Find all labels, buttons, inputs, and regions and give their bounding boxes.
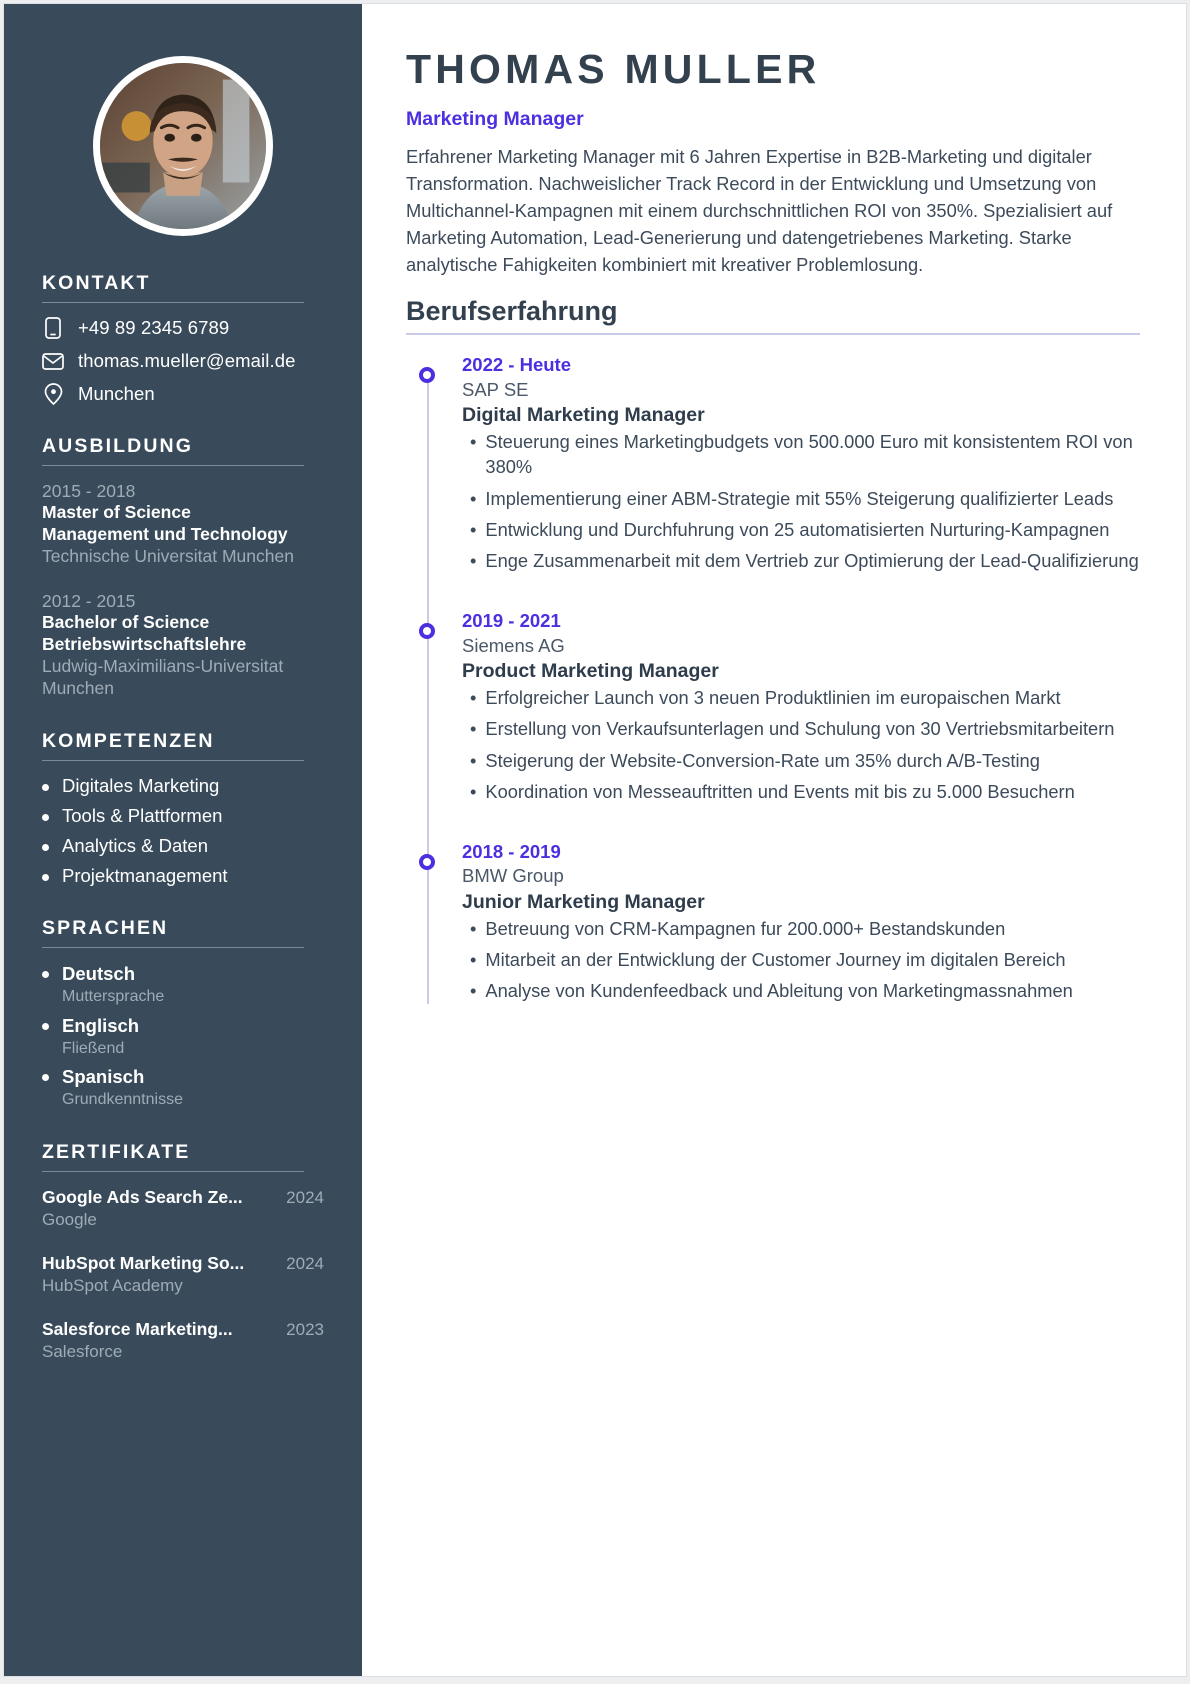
education-section <box>42 435 324 700</box>
language-level: Grundkenntnisse <box>62 1091 183 1109</box>
bullet-dot-icon <box>42 844 49 851</box>
bullet-dot-icon <box>42 814 49 821</box>
experience-date: 2018 - 2019 <box>462 841 561 863</box>
bullet-dot-icon <box>42 971 49 978</box>
language-name: Spanisch <box>62 1066 145 1088</box>
education-date: 2015 - 2018 <box>42 481 136 501</box>
certificates-divider <box>42 1171 304 1172</box>
sidebar <box>4 4 362 1676</box>
experience-bullets <box>462 685 1140 804</box>
experience-timeline <box>406 353 1140 1003</box>
avatar-container <box>4 4 362 272</box>
bullet-glyph-icon: • <box>470 687 477 709</box>
skill-label: Tools & Plattformen <box>62 804 223 826</box>
language-name: Deutsch <box>62 962 135 984</box>
bullet-glyph-icon: • <box>470 550 477 572</box>
languages-section <box>42 917 324 1111</box>
list-item <box>42 835 324 857</box>
education-item <box>42 480 324 568</box>
profile-photo-illustration <box>100 63 266 229</box>
contact-section <box>42 272 324 405</box>
contact-email[interactable] <box>42 350 324 372</box>
languages-heading: SPRACHEN <box>42 916 169 939</box>
experience-divider <box>406 333 1140 335</box>
education-degree-line2: Betriebswirtschaftslehre <box>42 634 247 655</box>
skills-list <box>42 775 324 887</box>
contact-divider <box>42 302 304 303</box>
list-item <box>42 1065 324 1111</box>
experience-bullets <box>462 429 1140 573</box>
languages-list <box>42 962 324 1111</box>
experience-title: Junior Marketing Manager <box>462 890 705 913</box>
bullet-dot-icon <box>42 1074 49 1081</box>
job-role-subtitle: Marketing Manager <box>406 108 584 131</box>
languages-divider <box>42 947 304 948</box>
education-heading: AUSBILDUNG <box>42 435 193 457</box>
page-title: THOMAS MULLER <box>406 46 821 92</box>
education-degree-line1: Master of Science <box>42 502 191 523</box>
contact-heading: KONTAKT <box>42 272 151 294</box>
list-item <box>462 685 1140 710</box>
bullet-dot-icon <box>42 784 49 791</box>
list-item <box>462 429 1140 479</box>
education-institution: Ludwig-Maximilians-Universitat Munchen <box>42 656 284 699</box>
bullet-text: Steuerung eines Marketingbudgets von 500.000 Euro mit konsistentem ROI von 380% <box>485 431 1133 478</box>
bullet-text: Erstellung von Verkaufsunterlagen und Schulung von 30 Vertriebsmitarbeitern <box>485 718 1115 740</box>
bullet-glyph-icon: • <box>470 749 477 771</box>
main-content <box>362 4 1186 1676</box>
list-item <box>42 1186 324 1232</box>
skills-section <box>42 730 324 887</box>
bullet-text: Betreuung von CRM-Kampagnen fur 200.000+ Bestandskunden <box>485 917 1006 939</box>
contact-location-value: Munchen <box>78 383 155 404</box>
bullet-text: Entwicklung und Durchfuhrung von 25 automatisierten Nurturing-Kampagnen <box>485 518 1110 540</box>
certificates-heading: ZERTIFIKATE <box>42 1140 191 1163</box>
avatar <box>93 56 273 236</box>
certificate-year: 2024 <box>286 1253 324 1273</box>
bullet-text: Koordination von Messeauftritten und Events mit bis zu 5.000 Besuchern <box>485 780 1075 802</box>
certificate-year: 2023 <box>286 1319 324 1339</box>
bullet-text: Enge Zusammenarbeit mit dem Vertrieb zur Optimierung der Lead-Qualifizierung <box>485 550 1139 572</box>
certificates-section <box>42 1141 324 1364</box>
experience-date: 2022 - Heute <box>462 354 571 376</box>
contact-phone[interactable] <box>42 317 324 339</box>
list-item <box>462 548 1140 573</box>
education-item <box>42 590 324 700</box>
bullet-text: Mitarbeit an der Entwicklung der Customer Journey im digitalen Bereich <box>485 949 1066 971</box>
resume-page <box>4 4 1186 1676</box>
bullet-glyph-icon: • <box>470 518 477 540</box>
language-level: Fließend <box>62 1039 125 1057</box>
list-item <box>42 1252 324 1298</box>
timeline-marker-icon <box>419 623 435 639</box>
education-date: 2012 - 2015 <box>42 591 136 612</box>
language-name: Englisch <box>62 1014 140 1036</box>
skill-label: Digitales Marketing <box>62 774 220 796</box>
certificate-issuer: Salesforce <box>42 1341 123 1361</box>
skills-heading: KOMPETENZEN <box>42 729 215 752</box>
certificate-name: Google Ads Search Ze... <box>42 1186 243 1207</box>
education-degree-line1: Bachelor of Science <box>42 612 210 633</box>
experience-bullets <box>462 916 1140 1004</box>
list-item <box>462 779 1140 804</box>
bullet-text: Steigerung der Website-Conversion-Rate um 35% durch A/B-Testing <box>485 749 1040 771</box>
list-item <box>462 748 1140 773</box>
list-item <box>462 978 1140 1003</box>
certificate-year: 2024 <box>286 1187 324 1207</box>
location-icon <box>42 383 64 405</box>
bullet-dot-icon <box>42 1023 49 1030</box>
experience-title: Digital Marketing Manager <box>462 403 705 426</box>
sidebar-content <box>4 272 362 1364</box>
experience-title: Product Marketing Manager <box>462 659 719 682</box>
contact-email-value: thomas.mueller@email.de <box>78 350 296 371</box>
experience-company: Siemens AG <box>462 634 565 656</box>
list-item <box>42 775 324 797</box>
experience-item <box>462 840 1140 1003</box>
list-item <box>42 1014 324 1060</box>
contact-phone-value: +49 89 2345 6789 <box>78 317 230 338</box>
list-item <box>462 486 1140 511</box>
certificate-issuer: HubSpot Academy <box>42 1275 183 1295</box>
list-item <box>462 716 1140 741</box>
bullet-text: Implementierung einer ABM-Strategie mit 55% Steigerung qualifizierter Leads <box>485 487 1114 509</box>
language-level: Muttersprache <box>62 987 165 1005</box>
list-item <box>42 1318 324 1364</box>
contact-location[interactable] <box>42 383 324 405</box>
email-icon <box>42 350 64 372</box>
list-item <box>462 947 1140 972</box>
bullet-dot-icon <box>42 874 49 881</box>
education-institution: Technische Universitat Munchen <box>42 546 294 567</box>
certificate-name: Salesforce Marketing... <box>42 1318 233 1339</box>
profile-summary: Erfahrener Marketing Manager mit 6 Jahren Expertise in B2B-Marketing und digitaler Transformation. Nachweislicher Track Record in der Entwicklung und Umsetzung von Multichannel-Kampagnen mit einem durchschnittlichen ROI von 350%. Spezialisiert auf Marketing Automation, Lead-Generierung und datengetriebenes Marketing. Starke analytische Fahigkeiten kombiniert mit kreativer Problemlosung. <box>406 146 1113 276</box>
education-divider <box>42 465 304 466</box>
list-item <box>462 517 1140 542</box>
experience-item <box>462 609 1140 804</box>
bullet-glyph-icon: • <box>470 917 477 939</box>
bullet-text: Erfolgreicher Launch von 3 neuen Produktlinien im europaischen Markt <box>485 687 1061 709</box>
list-item <box>42 805 324 827</box>
skill-label: Analytics & Daten <box>62 834 209 856</box>
experience-heading: Berufserfahrung <box>406 296 618 327</box>
timeline-marker-icon <box>419 854 435 870</box>
bullet-glyph-icon: • <box>470 718 477 740</box>
certificate-name: HubSpot Marketing So... <box>42 1252 245 1273</box>
bullet-glyph-icon: • <box>470 487 477 509</box>
skills-divider <box>42 760 304 761</box>
certificate-issuer: Google <box>42 1209 97 1229</box>
bullet-glyph-icon: • <box>470 431 477 453</box>
experience-company: SAP SE <box>462 378 529 400</box>
phone-icon <box>42 317 64 339</box>
experience-date: 2019 - 2021 <box>462 610 561 632</box>
skill-label: Projektmanagement <box>62 864 228 886</box>
experience-item <box>462 353 1140 573</box>
experience-company: BMW Group <box>462 865 564 887</box>
list-item <box>42 865 324 887</box>
list-item <box>462 916 1140 941</box>
bullet-glyph-icon: • <box>470 780 477 802</box>
bullet-glyph-icon: • <box>470 980 477 1002</box>
bullet-glyph-icon: • <box>470 949 477 971</box>
list-item <box>42 962 324 1008</box>
timeline-line <box>427 367 429 1003</box>
timeline-marker-icon <box>419 367 435 383</box>
education-degree-line2: Management und Technology <box>42 524 288 545</box>
bullet-text: Analyse von Kundenfeedback und Ableitung von Marketingmassnahmen <box>485 980 1073 1002</box>
